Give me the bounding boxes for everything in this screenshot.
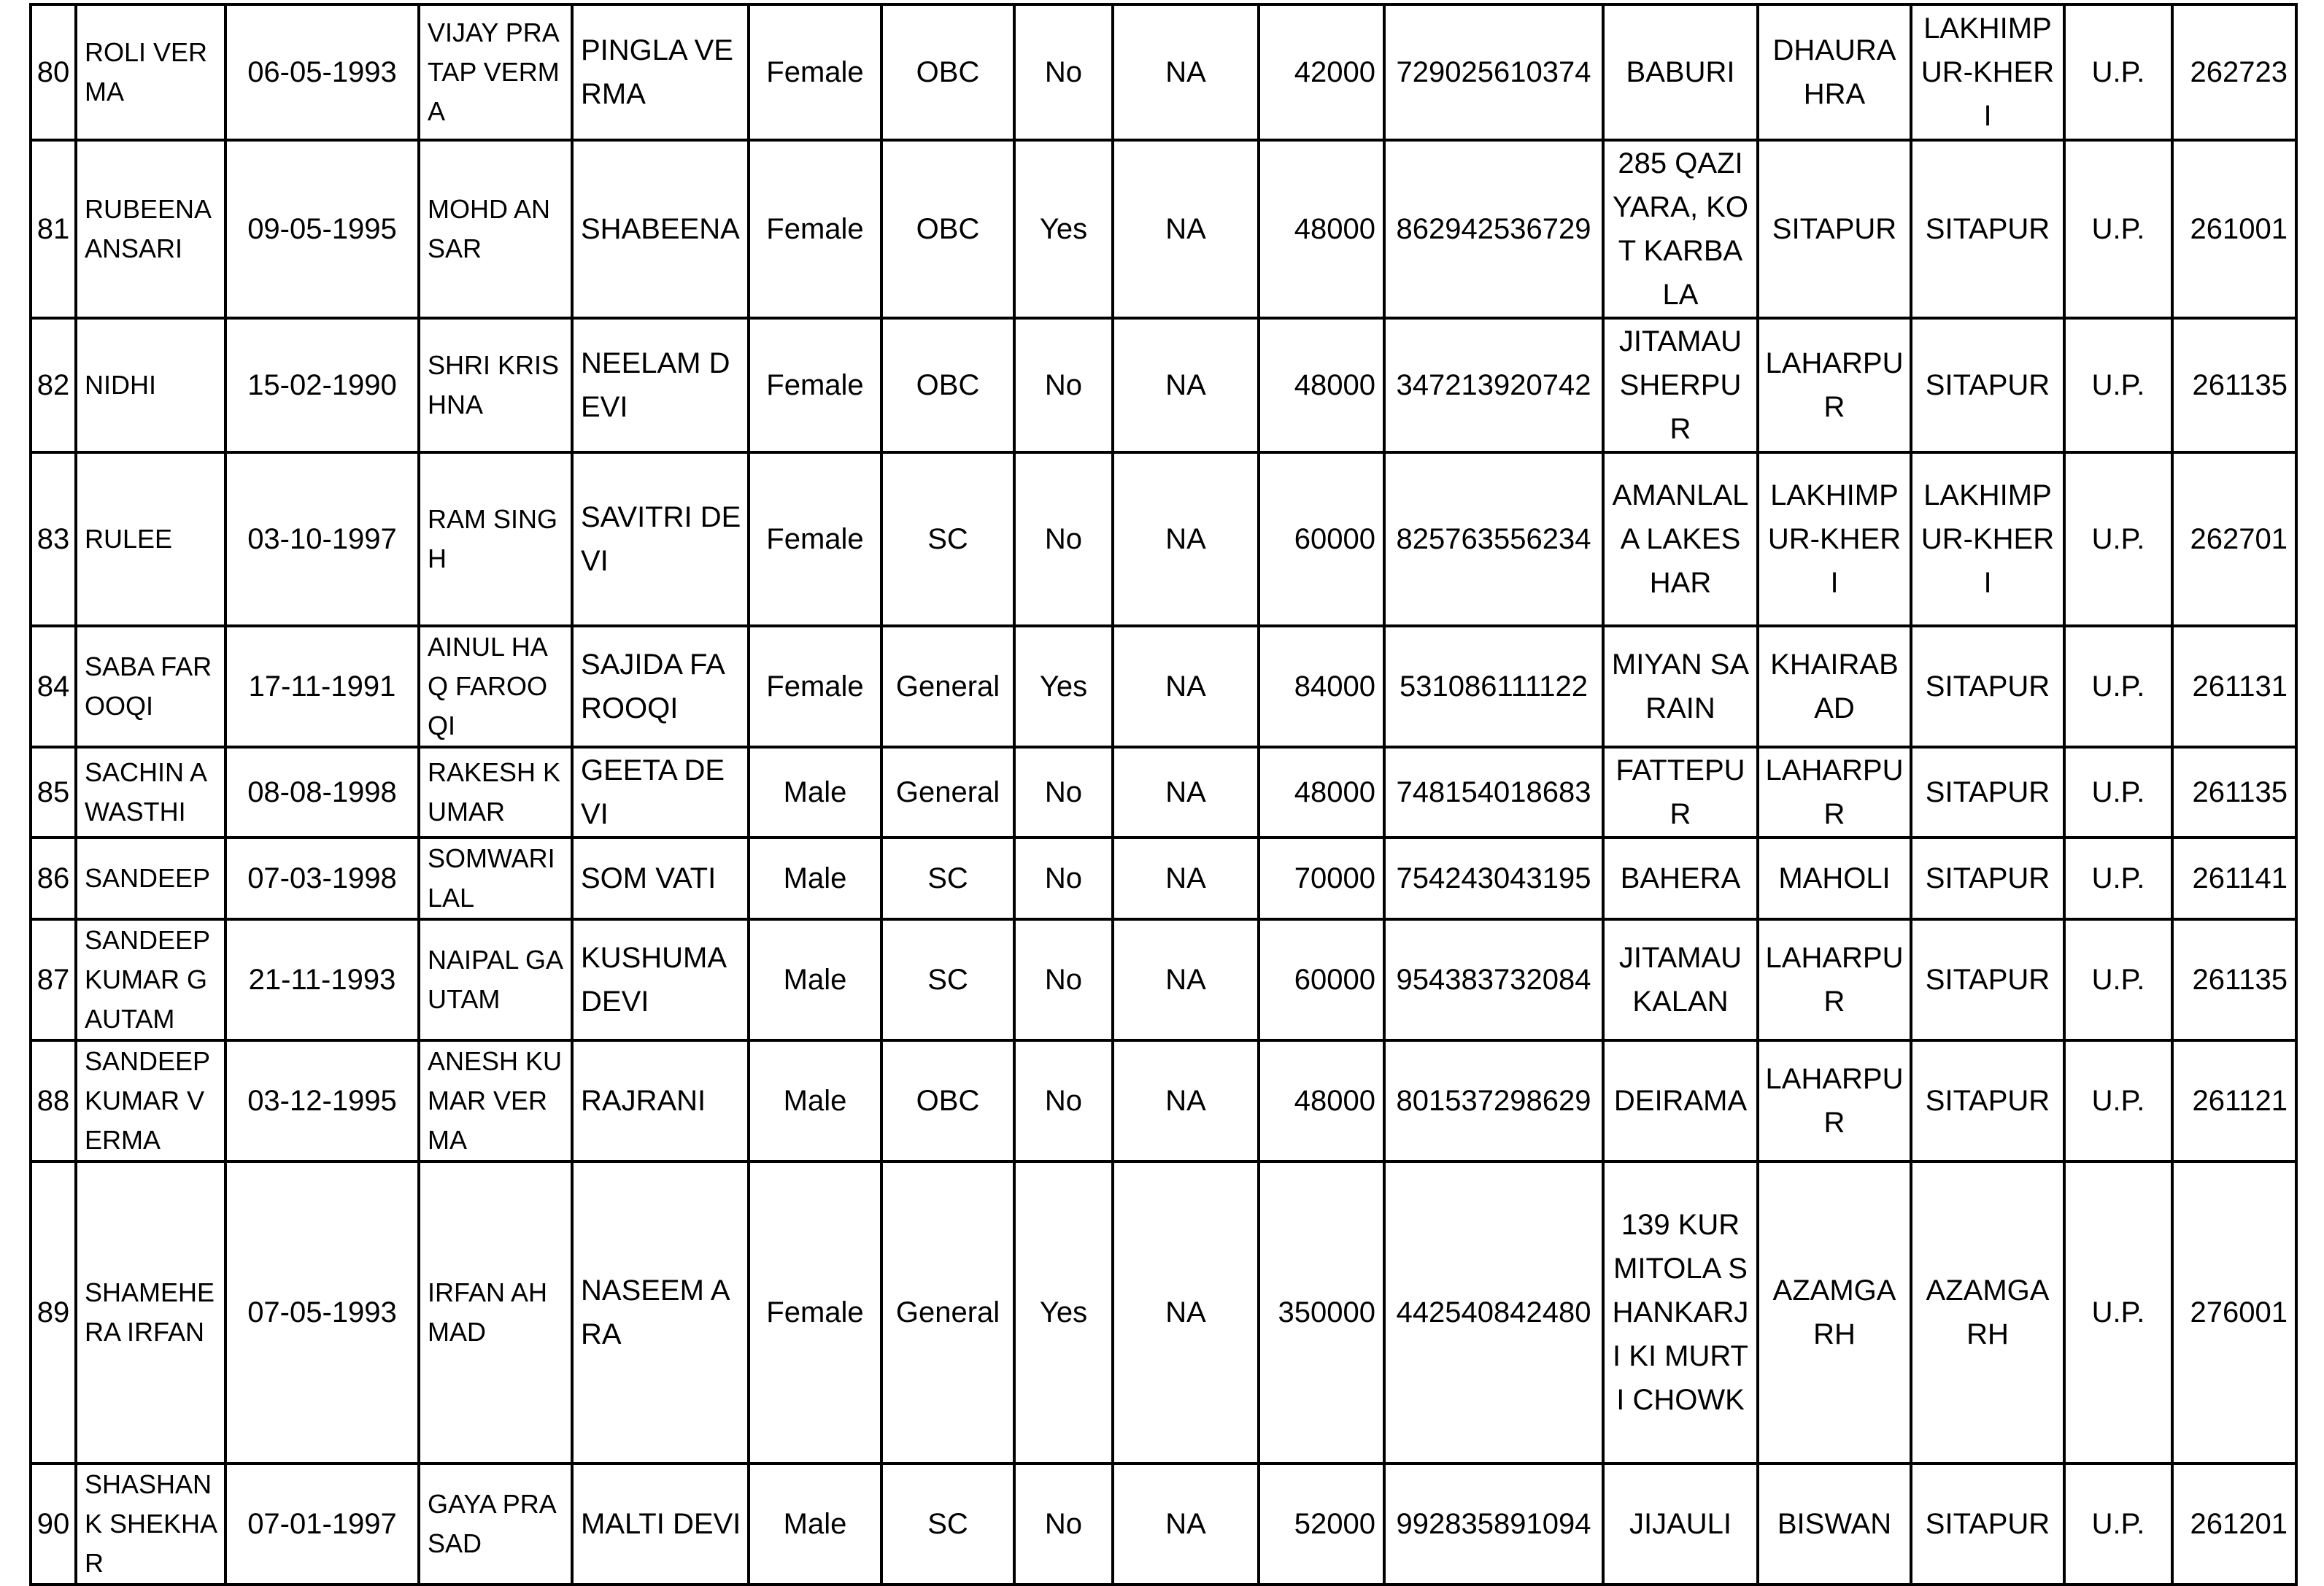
tehsil-cell: AZAMGARH (1758, 1161, 1911, 1463)
tehsil-cell: SITAPUR (1758, 140, 1911, 318)
serial-number-cell: 80 (31, 4, 76, 140)
table-row (31, 1463, 2296, 1585)
minority-cell: No (1014, 1040, 1113, 1161)
tehsil-cell: DHAURAHRA (1758, 4, 1911, 140)
tehsil-cell: MAHOLI (1758, 838, 1911, 919)
pincode-cell: 262723 (2172, 4, 2296, 140)
category-cell: SC (881, 838, 1014, 919)
income-cell: 60000 (1259, 452, 1384, 626)
address-cell: JIJAULI (1603, 1463, 1758, 1585)
aadhaar-number-cell: 754243043195 (1384, 838, 1603, 919)
minority-cell: No (1014, 747, 1113, 838)
table-row (31, 452, 2296, 626)
pincode-cell: 261135 (2172, 919, 2296, 1040)
category-cell: OBC (881, 4, 1014, 140)
minority-cell: Yes (1014, 626, 1113, 747)
status-cell: NA (1113, 919, 1259, 1040)
income-cell: 350000 (1259, 1161, 1384, 1463)
mother-name-cell: SHABEENA (572, 140, 749, 318)
serial-number-cell: 88 (31, 1040, 76, 1161)
state-cell: U.P. (2064, 626, 2172, 747)
mother-name-cell: NEELAM DEVI (572, 318, 749, 452)
table-row (31, 318, 2296, 452)
records-table (29, 3, 2298, 1586)
category-cell: SC (881, 452, 1014, 626)
father-name-cell: IRFAN AHMAD (419, 1161, 572, 1463)
father-name-cell: AINUL HAQ FAROOQI (419, 626, 572, 747)
status-cell: NA (1113, 838, 1259, 919)
mother-name-cell: NASEEM ARA (572, 1161, 749, 1463)
state-cell: U.P. (2064, 1463, 2172, 1585)
date-of-birth-cell: 09-05-1995 (225, 140, 419, 318)
address-cell: 139 KURMITOLA SHANKARJI KI MURTI CHOWK (1603, 1161, 1758, 1463)
serial-number-cell: 86 (31, 838, 76, 919)
pincode-cell: 261135 (2172, 747, 2296, 838)
gender-cell: Female (749, 4, 881, 140)
address-cell: 285 QAZIYARA, KOT KARBALA (1603, 140, 1758, 318)
mother-name-cell: RAJRANI (572, 1040, 749, 1161)
mother-name-cell: SOM VATI (572, 838, 749, 919)
district-cell: AZAMGARH (1911, 1161, 2064, 1463)
category-cell: SC (881, 919, 1014, 1040)
table-row (31, 838, 2296, 919)
tehsil-cell: LAHARPUR (1758, 1040, 1911, 1161)
mother-name-cell: GEETA DEVI (572, 747, 749, 838)
address-cell: MIYAN SARAIN (1603, 626, 1758, 747)
serial-number-cell: 89 (31, 1161, 76, 1463)
father-name-cell: RAKESH KUMAR (419, 747, 572, 838)
pincode-cell: 261131 (2172, 626, 2296, 747)
date-of-birth-cell: 07-01-1997 (225, 1463, 419, 1585)
state-cell: U.P. (2064, 4, 2172, 140)
state-cell: U.P. (2064, 1040, 2172, 1161)
gender-cell: Male (749, 919, 881, 1040)
address-cell: DEIRAMA (1603, 1040, 1758, 1161)
table-row (31, 747, 2296, 838)
minority-cell: No (1014, 919, 1113, 1040)
state-cell: U.P. (2064, 919, 2172, 1040)
father-name-cell: NAIPAL GAUTAM (419, 919, 572, 1040)
father-name-cell: SHRI KRISHNA (419, 318, 572, 452)
status-cell: NA (1113, 1463, 1259, 1585)
category-cell: OBC (881, 140, 1014, 318)
mother-name-cell: SAVITRI DEVI (572, 452, 749, 626)
table-body (31, 4, 2296, 1585)
state-cell: U.P. (2064, 838, 2172, 919)
student-name-cell: NIDHI (76, 318, 225, 452)
pincode-cell: 261141 (2172, 838, 2296, 919)
minority-cell: No (1014, 318, 1113, 452)
aadhaar-number-cell: 825763556234 (1384, 452, 1603, 626)
serial-number-cell: 83 (31, 452, 76, 626)
address-cell: JITAMAU SHERPUR (1603, 318, 1758, 452)
status-cell: NA (1113, 452, 1259, 626)
table-row (31, 919, 2296, 1040)
aadhaar-number-cell: 531086111122 (1384, 626, 1603, 747)
state-cell: U.P. (2064, 318, 2172, 452)
student-name-cell: SANDEEP (76, 838, 225, 919)
tehsil-cell: BISWAN (1758, 1463, 1911, 1585)
income-cell: 48000 (1259, 1040, 1384, 1161)
gender-cell: Male (749, 1463, 881, 1585)
mother-name-cell: SAJIDA FAROOQI (572, 626, 749, 747)
minority-cell: No (1014, 4, 1113, 140)
serial-number-cell: 90 (31, 1463, 76, 1585)
serial-number-cell: 85 (31, 747, 76, 838)
minority-cell: No (1014, 1463, 1113, 1585)
address-cell: AMANLALA LAKESHAR (1603, 452, 1758, 626)
district-cell: SITAPUR (1911, 919, 2064, 1040)
income-cell: 42000 (1259, 4, 1384, 140)
minority-cell: Yes (1014, 140, 1113, 318)
gender-cell: Female (749, 626, 881, 747)
pincode-cell: 261001 (2172, 140, 2296, 318)
income-cell: 60000 (1259, 919, 1384, 1040)
father-name-cell: ANESH KUMAR VERMA (419, 1040, 572, 1161)
district-cell: SITAPUR (1911, 1463, 2064, 1585)
address-cell: FATTEPUR (1603, 747, 1758, 838)
date-of-birth-cell: 06-05-1993 (225, 4, 419, 140)
gender-cell: Female (749, 318, 881, 452)
student-name-cell: SACHIN AWASTHI (76, 747, 225, 838)
status-cell: NA (1113, 1040, 1259, 1161)
tehsil-cell: LAHARPUR (1758, 318, 1911, 452)
serial-number-cell: 84 (31, 626, 76, 747)
mother-name-cell: KUSHUMA DEVI (572, 919, 749, 1040)
table-row (31, 140, 2296, 318)
district-cell: SITAPUR (1911, 747, 2064, 838)
district-cell: LAKHIMPUR-KHERI (1911, 4, 2064, 140)
address-cell: BAHERA (1603, 838, 1758, 919)
minority-cell: No (1014, 838, 1113, 919)
gender-cell: Male (749, 1040, 881, 1161)
status-cell: NA (1113, 747, 1259, 838)
student-name-cell: ROLI VERMA (76, 4, 225, 140)
status-cell: NA (1113, 1161, 1259, 1463)
category-cell: General (881, 1161, 1014, 1463)
aadhaar-number-cell: 954383732084 (1384, 919, 1603, 1040)
table-row (31, 626, 2296, 747)
income-cell: 52000 (1259, 1463, 1384, 1585)
table-row (31, 4, 2296, 140)
status-cell: NA (1113, 626, 1259, 747)
serial-number-cell: 87 (31, 919, 76, 1040)
gender-cell: Female (749, 452, 881, 626)
aadhaar-number-cell: 347213920742 (1384, 318, 1603, 452)
status-cell: NA (1113, 140, 1259, 318)
income-cell: 48000 (1259, 747, 1384, 838)
district-cell: SITAPUR (1911, 626, 2064, 747)
district-cell: SITAPUR (1911, 140, 2064, 318)
date-of-birth-cell: 21-11-1993 (225, 919, 419, 1040)
minority-cell: No (1014, 452, 1113, 626)
pincode-cell: 261121 (2172, 1040, 2296, 1161)
gender-cell: Male (749, 838, 881, 919)
date-of-birth-cell: 03-12-1995 (225, 1040, 419, 1161)
category-cell: General (881, 747, 1014, 838)
date-of-birth-cell: 07-03-1998 (225, 838, 419, 919)
mother-name-cell: PINGLA VERMA (572, 4, 749, 140)
state-cell: U.P. (2064, 1161, 2172, 1463)
address-cell: BABURI (1603, 4, 1758, 140)
student-name-cell: SANDEEP KUMAR GAUTAM (76, 919, 225, 1040)
district-cell: LAKHIMPUR-KHERI (1911, 452, 2064, 626)
serial-number-cell: 82 (31, 318, 76, 452)
income-cell: 70000 (1259, 838, 1384, 919)
date-of-birth-cell: 03-10-1997 (225, 452, 419, 626)
category-cell: OBC (881, 318, 1014, 452)
pincode-cell: 276001 (2172, 1161, 2296, 1463)
category-cell: General (881, 626, 1014, 747)
address-cell: JITAMAU KALAN (1603, 919, 1758, 1040)
student-name-cell: RUBEENA ANSARI (76, 140, 225, 318)
aadhaar-number-cell: 992835891094 (1384, 1463, 1603, 1585)
date-of-birth-cell: 07-05-1993 (225, 1161, 419, 1463)
pincode-cell: 261135 (2172, 318, 2296, 452)
pincode-cell: 262701 (2172, 452, 2296, 626)
gender-cell: Female (749, 140, 881, 318)
category-cell: OBC (881, 1040, 1014, 1161)
tehsil-cell: LAHARPUR (1758, 747, 1911, 838)
mother-name-cell: MALTI DEVI (572, 1463, 749, 1585)
table-row (31, 1040, 2296, 1161)
income-cell: 84000 (1259, 626, 1384, 747)
state-cell: U.P. (2064, 747, 2172, 838)
father-name-cell: SOMWARI LAL (419, 838, 572, 919)
father-name-cell: MOHD ANSAR (419, 140, 572, 318)
student-name-cell: RULEE (76, 452, 225, 626)
income-cell: 48000 (1259, 318, 1384, 452)
date-of-birth-cell: 08-08-1998 (225, 747, 419, 838)
district-cell: SITAPUR (1911, 838, 2064, 919)
date-of-birth-cell: 15-02-1990 (225, 318, 419, 452)
gender-cell: Male (749, 747, 881, 838)
student-name-cell: SHAMEHERA IRFAN (76, 1161, 225, 1463)
student-name-cell: SABA FAROOQI (76, 626, 225, 747)
gender-cell: Female (749, 1161, 881, 1463)
district-cell: SITAPUR (1911, 1040, 2064, 1161)
student-name-cell: SANDEEP KUMAR VERMA (76, 1040, 225, 1161)
serial-number-cell: 81 (31, 140, 76, 318)
minority-cell: Yes (1014, 1161, 1113, 1463)
status-cell: NA (1113, 4, 1259, 140)
aadhaar-number-cell: 442540842480 (1384, 1161, 1603, 1463)
category-cell: SC (881, 1463, 1014, 1585)
aadhaar-number-cell: 748154018683 (1384, 747, 1603, 838)
pincode-cell: 261201 (2172, 1463, 2296, 1585)
state-cell: U.P. (2064, 452, 2172, 626)
father-name-cell: GAYA PRASAD (419, 1463, 572, 1585)
status-cell: NA (1113, 318, 1259, 452)
aadhaar-number-cell: 729025610374 (1384, 4, 1603, 140)
table-row (31, 1161, 2296, 1463)
father-name-cell: VIJAY PRATAP VERMA (419, 4, 572, 140)
aadhaar-number-cell: 862942536729 (1384, 140, 1603, 318)
income-cell: 48000 (1259, 140, 1384, 318)
tehsil-cell: LAKHIMPUR-KHERI (1758, 452, 1911, 626)
student-name-cell: SHASHANK SHEKHAR (76, 1463, 225, 1585)
tehsil-cell: KHAIRABAD (1758, 626, 1911, 747)
district-cell: SITAPUR (1911, 318, 2064, 452)
aadhaar-number-cell: 801537298629 (1384, 1040, 1603, 1161)
date-of-birth-cell: 17-11-1991 (225, 626, 419, 747)
tehsil-cell: LAHARPUR (1758, 919, 1911, 1040)
father-name-cell: RAM SINGH (419, 452, 572, 626)
state-cell: U.P. (2064, 140, 2172, 318)
